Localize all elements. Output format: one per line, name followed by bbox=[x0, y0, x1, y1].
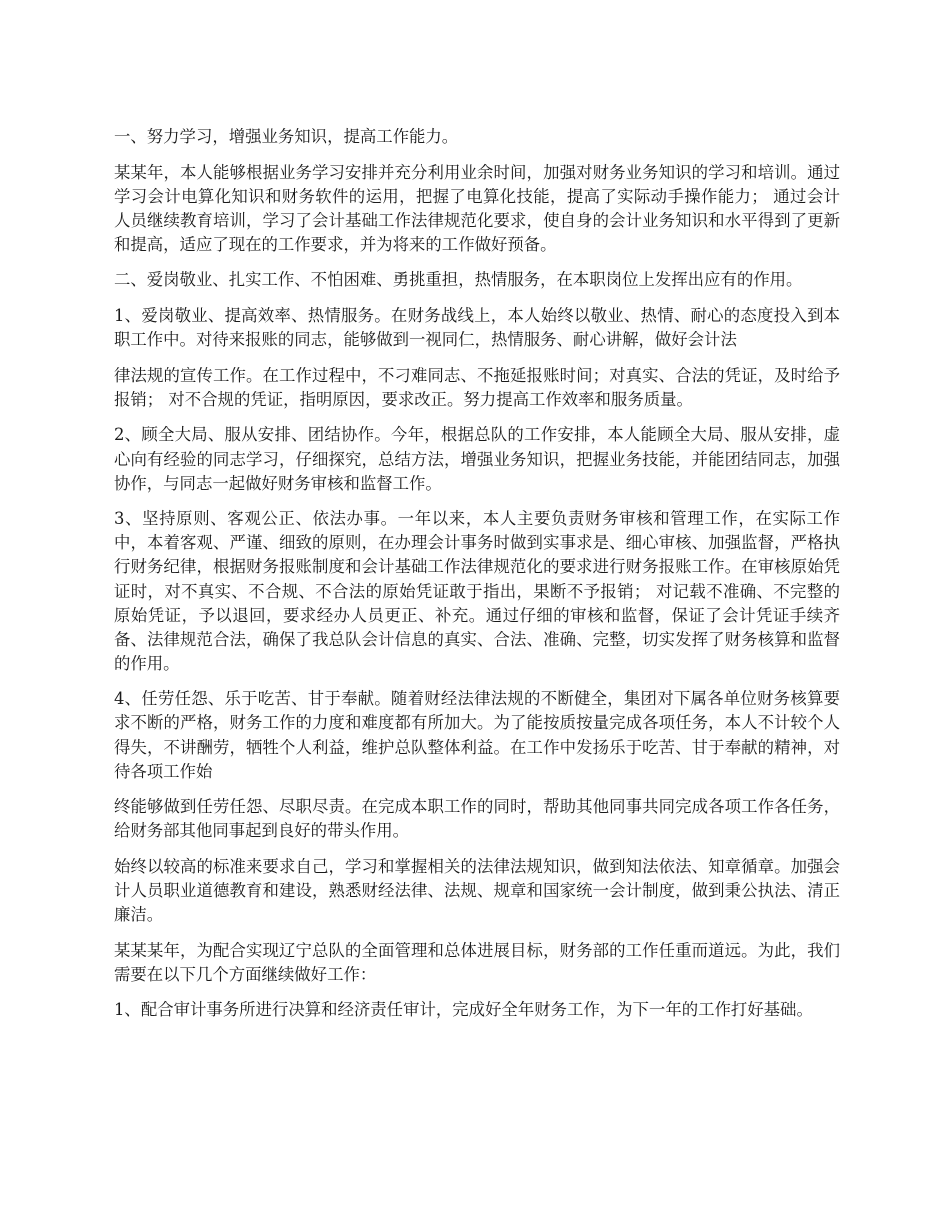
paragraph-plan-item-1: 1、配合审计事务所进行决算和经济责任审计，完成好全年财务工作，为下一年的工作打好基础。 bbox=[114, 1000, 813, 1020]
section-heading-1: 一、努力学习，增强业务知识，提高工作能力。 bbox=[114, 127, 459, 146]
paragraph-item-2: 2、顾全大局、服从安排、团结协作。今年，根据总队的工作安排，本人能顾全大局、服从安排，虚心向有经验的同志学习，仔细探究，总结方法，增强业务知识，把握业务技能，并能团结同志，加强协作，与同志一起做好财务审核和监督工作。 bbox=[114, 425, 840, 493]
paragraph-next-year: 某某某年，为配合实现辽宁总队的全面管理和总体进展目标，财务部的工作任重而道远。为此，我们需要在以下几个方面继续做好工作： bbox=[114, 940, 840, 984]
paragraph-item-1: 1、爱岗敬业、提高效率、热情服务。在财务战线上，本人始终以敬业、热情、耐心的态度投入到本职工作中。对待来报账的同志，能够做到一视同仁，热情服务、耐心讲解，做好会计法 bbox=[114, 306, 840, 350]
paragraph-item-4: 4、任劳任怨、乐于吃苦、甘于奉献。随着财经法律法规的不断健全，集团对下属各单位财务核算要求不断的严格，财务工作的力度和难度都有所加大。为了能按质按量完成各项任务，本人不计较个人得失，不讲酬劳，牺牲个人利益，维护总队整体利益。在工作中发扬乐于吃苦、甘于奉献的精神，对待各项工作始 bbox=[114, 689, 840, 781]
paragraph-item-1-continued: 律法规的宣传工作。在工作过程中，不刁难同志、不拖延报账时间；对真实、合法的凭证，及时给予报销； 对不合规的凭证，指明原因，要求改正。努力提高工作效率和服务质量。 bbox=[114, 365, 840, 409]
section-heading-2: 二、爱岗敬业、扎实工作、不怕困难、勇挑重担，热情服务，在本职岗位上发挥出应有的作用。 bbox=[114, 270, 803, 290]
document-body bbox=[114, 125, 840, 1034]
paragraph-study: 某某年，本人能够根据业务学习安排并充分利用业余时间，加强对财务业务知识的学习和培训。通过学习会计电算化知识和财务软件的运用，把握了电算化技能，提高了实际动手操作能力； 通过会计人员继续教育培训，学习了会计基础工作法律规范化要求，使自身的会计业务知识和水平得到了更新和提高，适应了现在的工作要求，并为将来的工作做好预备。 bbox=[114, 162, 840, 254]
paragraph-item-3: 3、坚持原则、客观公正、依法办事。一年以来，本人主要负责财务审核和管理工作，在实际工作中，本着客观、严谨、细致的原则，在办理会计事务时做到实事求是、细心审核、加强监督，严格执行财务纪律，根据财务报账制度和会计基础工作法律规范化的要求进行财务报账工作。在审核原始凭证时，对不真实、不合规、不合法的原始凭证敢于指出，果断不予报销； 对记载不准确、不完整的原始凭证，予以退回，要求经办人员更正、补充。通过仔细的审核和监督，保证了会计凭证手续齐备、法律规范合法，确保了我总队会计信息的真实、合法、准确、完整，切实发挥了财务核算和监督的作用。 bbox=[114, 509, 840, 673]
paragraph-standards: 始终以较高的标准来要求自己，学习和掌握相关的法律法规知识，做到知法依法、知章循章。加强会计人员职业道德教育和建设，熟悉财经法律、法规、规章和国家统一会计制度，做到秉公执法、清正廉洁。 bbox=[114, 856, 840, 925]
paragraph-item-4-continued: 终能够做到任劳任怨、尽职尽责。在完成本职工作的同时，帮助其他同事共同完成各项工作各任务，给财务部其他同事起到良好的带头作用。 bbox=[114, 797, 840, 841]
